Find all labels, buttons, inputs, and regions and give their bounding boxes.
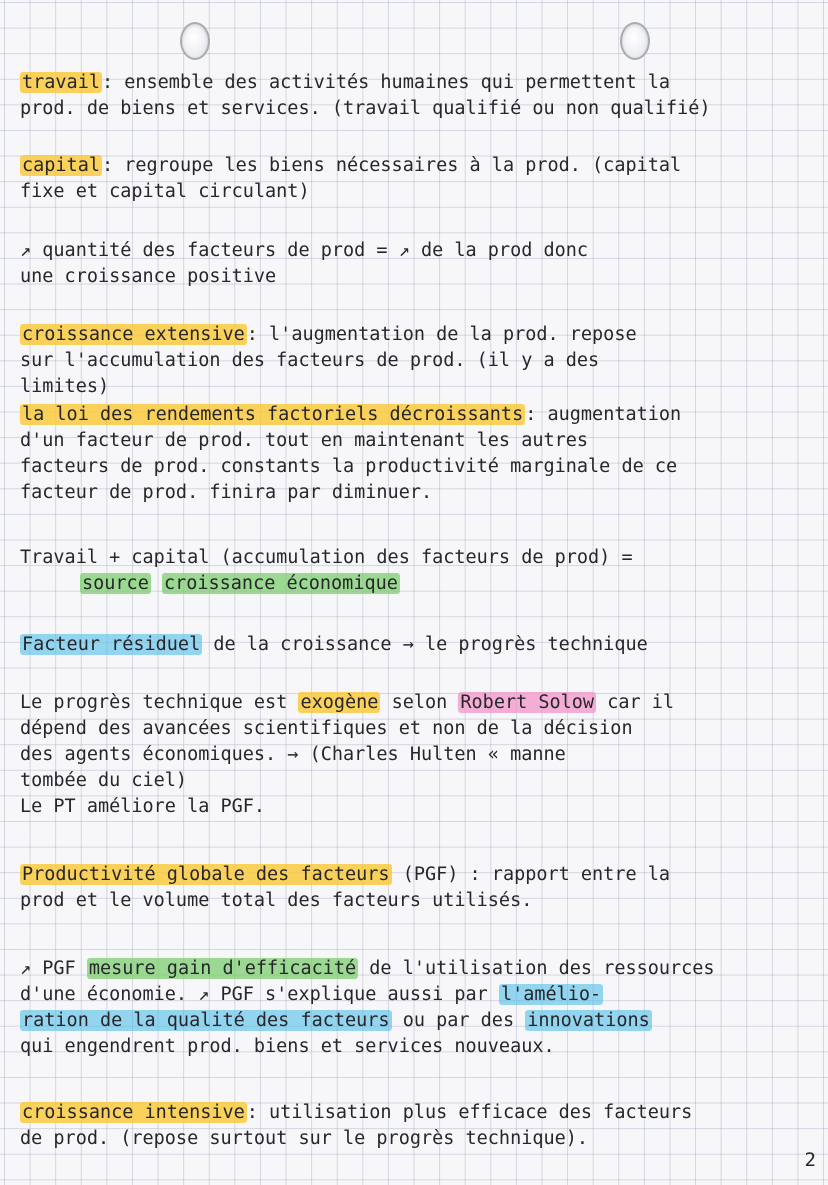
intensive-line-1: croissance intensive : utilisation plus efficace des facteurs — [22, 1102, 693, 1123]
quantite-line-2: une croissance positive — [20, 266, 277, 287]
term-loi-rendements: la loi des rendements factoriels décroissants — [22, 404, 524, 425]
progres-line-1: Le progrès technique est exogène selon Robert Solow car il — [20, 692, 675, 713]
extensive-line-3: limites) — [20, 376, 110, 397]
travail-line-2: prod. de biens et services. (travail qualifié ou non qualifié) — [20, 98, 711, 119]
term-croissance-extensive: croissance extensive — [22, 324, 245, 345]
pgf2-line-2: d'une économie. ↗ PGF s'explique aussi par l'amélio- — [20, 984, 602, 1005]
binder-hole — [180, 22, 210, 60]
exogene-highlight: exogène — [300, 692, 379, 713]
loi-line-3: facteurs de prod. constants la productivité marginale de ce — [20, 456, 678, 477]
progres-line-3: des agents économiques. → (Charles Hulten « manne — [20, 744, 566, 765]
intensive-line-2: de prod. (repose surtout sur le progrès technique). — [20, 1128, 589, 1149]
term-travail: travail — [22, 72, 100, 93]
source-highlight: source — [82, 573, 149, 594]
pgf2-line-4: qui engendrent prod. biens et services nouveaux. — [20, 1036, 555, 1057]
amelioration-highlight-a: l'amélio- — [500, 984, 602, 1005]
page-number: 2 — [804, 1149, 816, 1171]
croissance-economique-highlight: croissance économique — [163, 573, 398, 594]
pgf-line-2: prod et le volume total des facteurs utilisés. — [20, 890, 533, 911]
term-facteur-residuel: Facteur résiduel — [22, 634, 201, 655]
capital-line-2: fixe et capital circulant) — [20, 181, 310, 202]
progres-line-2: dépend des avancées scientifiques et non de la décision — [20, 718, 633, 739]
pgf-line-1: Productivité globale des facteurs (PGF) : rapport entre la — [22, 864, 671, 885]
innovations-highlight: innovations — [527, 1010, 650, 1031]
residuel-line: Facteur résiduel de la croissance → le progrès technique — [22, 634, 648, 655]
term-pgf: Productivité globale des facteurs — [22, 864, 390, 885]
travail-line-1: travail : ensemble des activités humaines qui permettent la — [22, 72, 671, 93]
pgf2-line-3: ration de la qualité des facteurs ou par des innovations — [22, 1010, 650, 1031]
capital-line-1: capital : regroupe les biens nécessaires à la prod. (capital — [22, 155, 682, 176]
mesure-gain-highlight: mesure gain d'efficacité — [88, 958, 357, 979]
binder-hole — [620, 22, 650, 60]
progres-line-4: tombée du ciel) — [20, 770, 188, 791]
progres-line-5: Le PT améliore la PGF. — [20, 796, 266, 817]
loi-line-4: facteur de prod. finira par diminuer. — [20, 482, 433, 503]
pgf2-line-1: ↗ PGF mesure gain d'efficacité de l'utilisation des ressources — [20, 958, 715, 979]
extensive-line-1: croissance extensive : l'augmentation de la prod. repose — [22, 324, 637, 345]
extensive-line-2: sur l'accumulation des facteurs de prod. (il y a des — [20, 350, 600, 371]
loi-line-1: la loi des rendements factoriels décroissants : augmentation — [22, 404, 682, 425]
loi-line-2: d'un facteur de prod. tout en maintenant les autres — [20, 430, 589, 451]
travail-capital-line-2 — [80, 571, 820, 597]
term-capital: capital — [22, 155, 100, 176]
quantite-line-1: ↗ quantité des facteurs de prod = ↗ de la prod donc — [20, 240, 589, 261]
solow-highlight: Robert Solow — [460, 692, 595, 713]
amelioration-highlight-b: ration de la qualité des facteurs — [22, 1010, 390, 1031]
term-croissance-intensive: croissance intensive — [22, 1102, 245, 1123]
travail-capital-line-1: Travail + capital (accumulation des facteurs de prod) = — [20, 547, 633, 568]
